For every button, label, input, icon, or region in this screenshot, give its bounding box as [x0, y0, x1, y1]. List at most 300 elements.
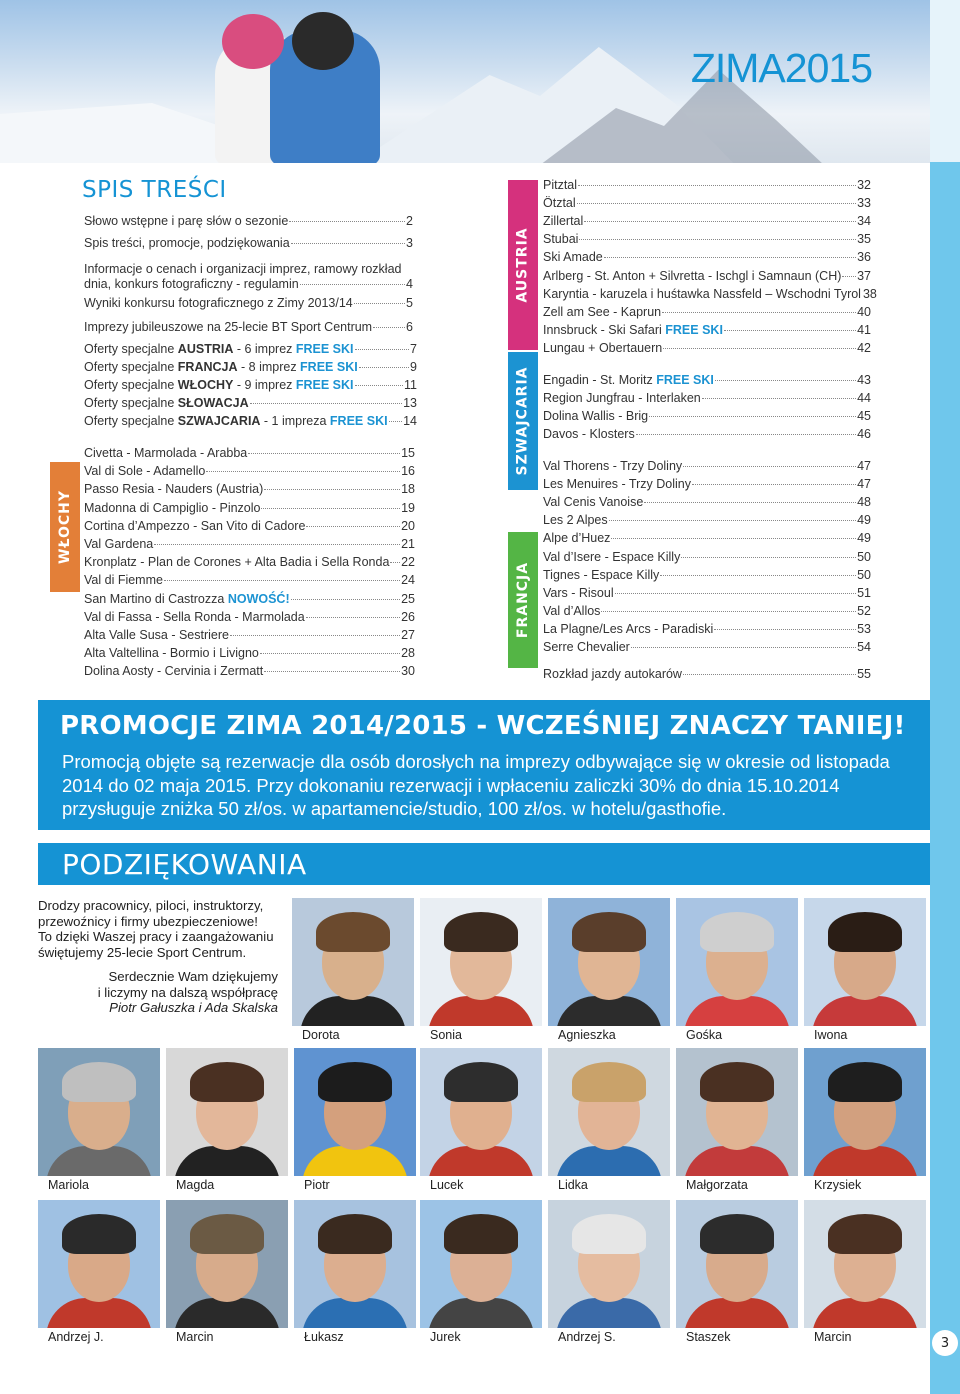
side-stripe-fill	[930, 162, 960, 1394]
staff-photo	[548, 898, 670, 1026]
promo-text: Promocją objęte są rezerwacje dla osób dorosłych na imprezy odbywające się w okresie od listopada 2014 do 02 maja 2015. Przy dokonaniu rezerwacji i wpłaceniu zaliczki 30% do dnia 15.10.2014 przysługuje zniżka 50 zł/os. w apartamencie/studio, 100 zł/os. w hotelu/gasthofie.	[62, 751, 890, 819]
toc-entry-text	[543, 427, 635, 441]
toc-offer-entry[interactable]	[84, 396, 417, 410]
dot-leader	[683, 466, 856, 467]
france-tab-label: FRANCJA	[515, 561, 531, 639]
staff-photo	[676, 1200, 798, 1328]
toc-entry-text	[543, 232, 578, 246]
title-year: 2015	[784, 45, 872, 91]
toc-italy-entry[interactable]	[84, 555, 415, 569]
staff-name: Andrzej S.	[558, 1330, 616, 1344]
page-ref: 20	[401, 518, 415, 533]
toc-italy-entry[interactable]	[84, 501, 415, 515]
toc-entry[interactable]	[84, 296, 413, 310]
offer-country: SZWAJCARIA	[177, 414, 261, 428]
entry-title: Cortina d’Ampezzo - San Vito di Cadore	[84, 518, 306, 533]
entry-title: Val Cenis Vanoise	[543, 495, 644, 510]
toc-offer-entry[interactable]	[84, 342, 417, 356]
toc-entry-text	[84, 537, 153, 551]
photo-hair	[190, 1214, 264, 1254]
toc-italy-entry[interactable]	[84, 519, 415, 533]
staff-photo	[166, 1048, 288, 1176]
page-ref: 26	[401, 609, 415, 624]
dot-leader	[683, 674, 856, 675]
page-ref: 35	[857, 232, 871, 247]
toc-italy-entry[interactable]	[84, 646, 415, 660]
italy-tab	[50, 462, 80, 592]
dot-leader	[261, 508, 400, 509]
entry-title: Tignes - Espace Killy	[543, 567, 660, 582]
page-ref: 53	[857, 621, 871, 636]
dot-leader	[609, 520, 856, 521]
page-ref: 13	[403, 396, 417, 410]
dot-leader	[355, 385, 403, 386]
dot-leader	[662, 312, 856, 313]
toc-entry-text	[543, 622, 713, 636]
photo-hair	[62, 1062, 136, 1102]
page-ref: 48	[857, 495, 871, 510]
entry-title: Val Thorens - Trzy Doliny	[543, 459, 683, 473]
toc-austria-entry[interactable]	[543, 178, 871, 192]
dot-leader	[577, 203, 856, 204]
entry-title: Imprezy jubileuszowe na 25-lecie BT Sport Centrum	[84, 320, 373, 334]
toc-entry-text	[543, 323, 723, 337]
toc-france-entry[interactable]	[543, 513, 871, 527]
thanks-closing	[38, 969, 278, 1016]
toc-austria-entry[interactable]	[543, 250, 871, 264]
free-ski-badge: FREE SKI	[295, 342, 354, 356]
dot-leader	[631, 647, 856, 648]
dot-leader	[389, 421, 403, 422]
signature: Piotr Gałuszka i Ada Skalska	[109, 1000, 278, 1015]
staff-name: Lucek	[430, 1178, 464, 1192]
offer-prefix: Oferty specjalne	[84, 396, 178, 410]
entry-title: Les Menuires - Trzy Doliny	[543, 477, 691, 492]
entry-title: Val Gardena	[84, 537, 154, 551]
entry-title: Lungau + Obertauern	[543, 340, 663, 355]
entry-title: Stubai	[543, 232, 579, 247]
staff-name: Andrzej J.	[48, 1330, 104, 1344]
page-ref: 47	[857, 459, 871, 473]
page-ref: 28	[401, 646, 415, 661]
dot-leader	[359, 367, 409, 368]
entry-title: Arlberg - St. Anton + Silvretta - Ischgl i Samnaun (CH)	[543, 268, 842, 283]
toc-italy-entry[interactable]	[84, 592, 415, 606]
photo-hair	[700, 1062, 774, 1102]
offer-country: AUSTRIA	[177, 342, 234, 356]
dot-leader	[154, 544, 400, 545]
toc-france-entry[interactable]	[543, 459, 871, 473]
offer-country: FRANCJA	[177, 360, 238, 374]
dot-leader	[250, 403, 402, 404]
highlight-badge: FREE SKI	[665, 322, 723, 337]
photo-hair	[700, 1214, 774, 1254]
page-ref: 9	[410, 360, 417, 374]
toc-entry[interactable]	[84, 320, 413, 334]
dot-leader	[601, 611, 856, 612]
toc-entry-text	[84, 555, 389, 569]
toc-italy-entry[interactable]	[84, 573, 415, 587]
toc-entry-text	[543, 550, 680, 564]
dot-leader	[644, 502, 856, 503]
dot-leader	[230, 635, 400, 636]
toc-entry-text	[543, 568, 659, 582]
entry-title: Engadin - St. Moritz	[543, 373, 657, 387]
toc-entry-text	[543, 586, 614, 600]
black-helmet	[292, 12, 354, 70]
pink-helmet	[222, 14, 284, 69]
entry-title: Alta Valtellina - Bormio i Livigno	[84, 646, 259, 661]
page-ref: 44	[857, 391, 871, 406]
thanks-line: i liczymy na dalszą współpracę	[97, 984, 278, 1000]
page-ref: 15	[401, 446, 415, 460]
page-ref: 55	[857, 667, 871, 681]
page-ref: 41	[857, 322, 871, 337]
toc-entry-text	[543, 604, 600, 618]
staff-photo	[420, 898, 542, 1026]
offer-count: - 6 imprez	[233, 342, 296, 356]
toc-france-entry[interactable]	[543, 495, 871, 509]
toc-entry-text	[84, 296, 353, 310]
highlight-badge: FREE SKI	[656, 373, 714, 387]
staff-name: Gośka	[686, 1028, 723, 1042]
toc-entry-text	[543, 287, 861, 301]
photo-hair	[572, 912, 646, 952]
toc-entry-text	[84, 378, 354, 392]
free-ski-badge: FREE SKI	[295, 378, 354, 392]
toc-entry-text	[84, 501, 260, 515]
offer-country: SŁOWACJA	[177, 396, 249, 410]
entry-title: Passo Resia - Nauders (Austria)	[84, 482, 264, 497]
dot-leader	[355, 349, 410, 350]
entry-title: Zell am See - Kaprun	[543, 304, 662, 319]
page-ref: 46	[857, 427, 871, 442]
toc-austria-entry[interactable]	[543, 305, 871, 319]
dot-leader	[206, 471, 400, 472]
entry-title: Val d’Isere - Espace Killy	[543, 549, 681, 564]
toc-italy-entry[interactable]	[84, 628, 415, 642]
toc-france-entry[interactable]	[543, 604, 871, 618]
toc-entry-text	[84, 396, 249, 410]
toc-italy-entry[interactable]	[84, 446, 415, 460]
staff-photo	[38, 1200, 160, 1328]
toc-italy-entry[interactable]	[84, 482, 415, 496]
offer-count: - 8 imprez	[237, 360, 301, 374]
entry-title: Pitztal	[543, 178, 578, 192]
page-ref: 52	[857, 603, 871, 618]
photo-hair	[572, 1062, 646, 1102]
toc-france-entry[interactable]	[543, 586, 871, 600]
entry-title: Val d’Allos	[543, 603, 601, 618]
entry-title: Dolina Aosty - Cervinia i Zermatt	[84, 664, 264, 679]
season-title	[691, 45, 872, 92]
photo-hair	[444, 1214, 518, 1254]
page-ref: 50	[857, 549, 871, 564]
offer-prefix: Oferty specjalne	[84, 342, 178, 356]
entry-title: Val di Fiemme	[84, 573, 163, 588]
entry-title: Wyniki konkursu fotograficznego z Zimy 2013/14	[84, 296, 353, 310]
dot-leader	[584, 221, 856, 222]
page-ref: 34	[857, 214, 871, 229]
toc-france-entry[interactable]	[543, 568, 871, 582]
entry-title: Madonna di Campiglio - Pinzolo	[84, 500, 261, 515]
photo-hair	[62, 1214, 136, 1254]
page-ref: 54	[857, 640, 871, 654]
toc-france-entry[interactable]	[543, 531, 871, 545]
staff-photo	[676, 1048, 798, 1176]
entry-title: dnia, konkurs fotograficzny - regulamin	[84, 277, 299, 291]
staff-name: Magda	[176, 1178, 215, 1192]
staff-name: Dorota	[302, 1028, 340, 1042]
entry-title: Val di Fassa - Sella Ronda - Marmolada	[84, 609, 305, 624]
promo-title: PROMOCJE ZIMA 2014/2015 - WCZEŚNIEJ ZNACZY TANIEJ!	[60, 711, 906, 741]
dot-leader	[354, 303, 405, 304]
toc-entry-text	[543, 640, 630, 654]
staff-photo	[292, 898, 414, 1026]
entry-title: Les 2 Alpes	[543, 513, 608, 528]
toc-entry[interactable]	[84, 214, 413, 228]
page-number: 3	[932, 1330, 958, 1356]
dot-leader	[289, 221, 405, 222]
toc-entry-text	[543, 391, 701, 405]
dot-leader	[702, 398, 856, 399]
staff-photo	[420, 1200, 542, 1328]
dot-leader	[300, 284, 405, 285]
photo-hair	[572, 1214, 646, 1254]
dot-leader	[649, 416, 856, 417]
staff-photo	[804, 1048, 926, 1176]
photo-hair	[444, 912, 518, 952]
toc-entry-text	[84, 628, 229, 642]
page-ref: 30	[401, 664, 415, 679]
photo-hair	[316, 912, 390, 952]
toc-italy-entry[interactable]	[84, 537, 415, 551]
toc-entry[interactable]	[84, 236, 413, 250]
entry-title: Civetta - Marmolada - Arabba	[84, 446, 248, 460]
dot-leader	[724, 330, 856, 331]
austria-tab	[508, 180, 538, 350]
toc-entry-text	[84, 482, 263, 496]
photo-hair	[828, 1062, 902, 1102]
toc-austria-entry[interactable]	[543, 323, 871, 337]
page-ref: 36	[857, 250, 871, 265]
toc-entry-text	[543, 459, 682, 473]
entry-title: Spis treści, promocje, podziękowania	[84, 236, 290, 250]
entry-title: San Martino di Castrozza	[84, 591, 228, 606]
photo-hair	[318, 1062, 392, 1102]
toc-entry-text	[543, 495, 643, 509]
dot-leader	[842, 276, 856, 277]
toc-entry-text	[543, 305, 661, 319]
toc-switzerland-entry[interactable]	[543, 373, 871, 387]
dot-leader	[611, 538, 856, 539]
offer-country: WŁOCHY	[177, 378, 234, 392]
entry-title: Davos - Klosters	[543, 427, 635, 442]
staff-name: Piotr	[304, 1178, 330, 1192]
staff-name: Jurek	[430, 1330, 461, 1344]
entry-title: Innsbruck - Ski Safari	[543, 322, 666, 337]
entry-title: Ötztal	[543, 196, 576, 211]
page-ref: 47	[857, 477, 871, 492]
toc-entry-text	[543, 409, 648, 423]
toc-entry[interactable]	[84, 277, 413, 291]
entry-title: Ski Amade	[543, 250, 603, 265]
page-ref: 3	[406, 236, 413, 250]
toc-austria-entry[interactable]	[543, 269, 871, 283]
toc-austria-entry[interactable]	[543, 286, 877, 301]
thanks-line: Serdecznie Wam dziękujemy	[108, 969, 278, 984]
dot-leader	[715, 380, 856, 381]
toc-austria-entry[interactable]	[543, 196, 871, 210]
toc-entry-text	[84, 342, 354, 356]
side-stripe	[930, 0, 960, 1394]
dot-leader	[248, 453, 400, 454]
page-ref: 32	[857, 178, 871, 192]
france-tab	[508, 532, 538, 668]
dot-leader	[291, 243, 405, 244]
toc-switzerland-entry[interactable]	[543, 391, 871, 405]
dot-leader	[660, 575, 856, 576]
page-ref: 24	[401, 573, 415, 588]
staff-name: Marcin	[176, 1330, 214, 1344]
toc-entry-text	[543, 531, 610, 545]
dot-leader	[264, 489, 400, 490]
offer-prefix: Oferty specjalne	[84, 378, 178, 392]
staff-photo	[548, 1048, 670, 1176]
toc-entry-text	[84, 464, 205, 478]
staff-name: Mariola	[48, 1178, 89, 1192]
toc-france-entry[interactable]	[543, 622, 871, 636]
toc-austria-entry[interactable]	[543, 214, 871, 228]
toc-entry-text	[84, 360, 358, 374]
photo-hair	[444, 1062, 518, 1102]
free-ski-badge: FREE SKI	[300, 360, 358, 374]
toc-austria-entry[interactable]	[543, 232, 871, 246]
entry-title: Vars - Risoul	[543, 585, 614, 600]
toc-italy-entry[interactable]	[84, 610, 415, 624]
dot-leader	[306, 617, 400, 618]
toc-entry-text	[84, 446, 247, 460]
page-ref: 16	[401, 464, 415, 479]
toc-entry-text	[543, 196, 576, 210]
dot-leader	[604, 257, 856, 258]
toc-offer-entry[interactable]	[84, 378, 417, 392]
toc-entry-text	[84, 646, 259, 660]
toc-entry-text	[84, 573, 163, 587]
toc-switzerland-entry[interactable]	[543, 409, 871, 423]
toc-entry-text	[543, 513, 608, 527]
page-ref: 25	[401, 591, 415, 606]
toc-france-entry[interactable]	[543, 477, 871, 491]
toc-switzerland-entry[interactable]	[543, 427, 871, 441]
dot-leader	[373, 327, 405, 328]
switzerland-tab-label: SZWAJCARIA	[515, 366, 531, 476]
toc-france-entry[interactable]	[543, 640, 871, 654]
staff-photo	[38, 1048, 160, 1176]
dot-leader	[390, 562, 400, 563]
page-ref: 40	[857, 304, 871, 319]
thanks-title: PODZIĘKOWANIA	[62, 848, 307, 881]
offer-count: - 1 impreza	[260, 414, 330, 428]
toc-heading: SPIS TREŚCI	[82, 177, 227, 203]
entry-title: Val di Sole - Adamello	[84, 464, 206, 479]
photo-hair	[700, 912, 774, 952]
toc-entry-text	[84, 320, 372, 334]
staff-photo	[420, 1048, 542, 1176]
page-ref: 51	[857, 585, 871, 600]
dot-leader	[714, 629, 856, 630]
staff-name: Staszek	[686, 1330, 731, 1344]
page-ref: 49	[857, 513, 871, 528]
entry-title: La Plagne/Les Arcs - Paradiski	[543, 621, 714, 636]
italy-tab-label: WŁOCHY	[57, 490, 73, 564]
toc-entry-text	[543, 477, 691, 491]
toc-italy-entry[interactable]	[84, 664, 415, 678]
toc-entry-text	[543, 373, 714, 387]
toc-offer-entry[interactable]	[84, 414, 417, 428]
thanks-line: przewoźnicy i firmy ubezpieczeniowe!	[38, 913, 258, 929]
title-word: ZIMA	[690, 45, 785, 91]
toc-bus-entry[interactable]	[543, 667, 871, 681]
offer-count: - 9 imprez	[233, 378, 296, 392]
page-ref: 14	[403, 414, 417, 428]
thanks-message	[38, 898, 274, 960]
offer-prefix: Oferty specjalne	[84, 414, 178, 428]
entry-title: Alta Valle Susa - Sestriere	[84, 628, 229, 642]
dot-leader	[164, 580, 400, 581]
entry-title: Alpe d’Huez	[543, 531, 611, 546]
toc-austria-entry[interactable]	[543, 341, 871, 355]
toc-france-entry[interactable]	[543, 550, 871, 564]
dot-leader	[663, 348, 856, 349]
dot-leader	[264, 671, 400, 672]
photo-hair	[318, 1214, 392, 1254]
toc-entry-text	[543, 214, 583, 228]
toc-entry-text	[543, 341, 662, 355]
staff-name: Łukasz	[304, 1330, 344, 1344]
page-ref: 33	[857, 196, 871, 211]
thanks-line: świętujemy 25-lecie Sport Centrum.	[38, 944, 247, 960]
entry-title: Zillertal	[543, 214, 584, 229]
toc-entry-text	[543, 667, 682, 681]
page-ref: 37	[857, 268, 871, 283]
toc-entry-text	[84, 214, 288, 228]
toc-offer-entry[interactable]	[84, 360, 417, 374]
page-ref: 5	[406, 296, 413, 310]
staff-photo	[166, 1200, 288, 1328]
dot-leader	[636, 434, 856, 435]
toc-entry-text	[84, 592, 290, 606]
thanks-line: Drodzy pracownicy, piloci, instruktorzy,	[38, 898, 264, 913]
switzerland-tab	[508, 352, 538, 490]
staff-name: Agnieszka	[558, 1028, 616, 1042]
staff-photo	[804, 1200, 926, 1328]
photo-hair	[190, 1062, 264, 1102]
toc-entry-text	[84, 236, 290, 250]
toc-entry-line1[interactable]: Informacje o cenach i organizacji imprez, ramowy rozkład	[84, 262, 402, 276]
toc-italy-entry[interactable]	[84, 464, 415, 478]
toc-entry-text	[84, 610, 305, 624]
dot-leader	[291, 599, 400, 600]
header-photo	[0, 0, 930, 163]
page-ref: 43	[857, 373, 871, 387]
staff-photo	[804, 898, 926, 1026]
page-ref: 7	[410, 342, 417, 356]
toc-entry-text	[84, 277, 299, 291]
free-ski-badge: FREE SKI	[329, 414, 388, 428]
page-ref: 6	[406, 320, 413, 334]
toc-entry-text	[543, 269, 841, 283]
